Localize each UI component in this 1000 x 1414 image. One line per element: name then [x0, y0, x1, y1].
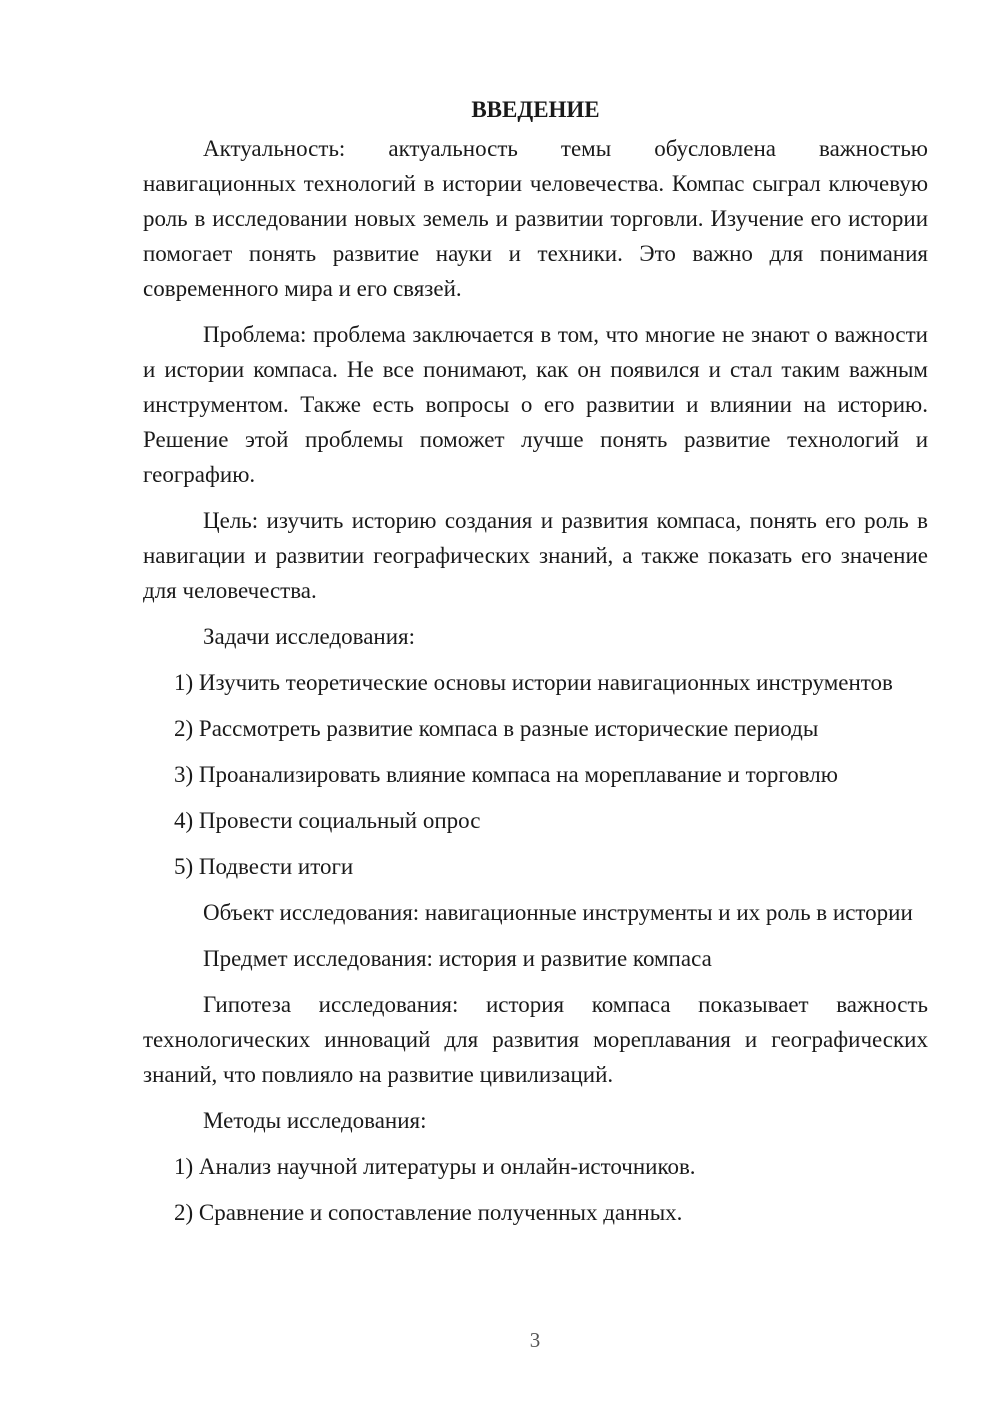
method-item-1: 1) Анализ научной литературы и онлайн-источников.	[174, 1154, 696, 1179]
subject-paragraph: Предмет исследования: история и развитие компаса	[203, 946, 712, 971]
problem-paragraph: Проблема: проблема заключается в том, что многие не знают о важности и истории компаса. Не все понимают, как он появился и стал таким важным инструментом. Также есть вопросы о его развитии и влиянии на историю. Решение этой проблемы поможет лучше понять развитие технологий и географию.	[143, 322, 928, 487]
hypothesis-paragraph: Гипотеза исследования: история компаса показывает важность технологических инноваций для развития мореплавания и географических знаний, что повлияло на развитие цивилизаций.	[143, 992, 928, 1087]
task-item-4: 4) Провести социальный опрос	[174, 808, 481, 833]
object-paragraph: Объект исследования: навигационные инструменты и их роль в истории	[203, 900, 913, 925]
methods-heading: Методы исследования:	[203, 1108, 427, 1133]
method-item-2: 2) Сравнение и сопоставление полученных данных.	[174, 1200, 683, 1225]
relevance-paragraph: Актуальность: актуальность темы обусловлена важностью навигационных технологий в истории человечества. Компас сыграл ключевую роль в исследовании новых земель и развитии торговли. Изучение его истории помогает понять развитие науки и техники. Это важно для понимания современного мира и его связей.	[143, 136, 928, 301]
task-item-3: 3) Проанализировать влияние компаса на мореплавание и торговлю	[174, 762, 838, 787]
page-number: 3	[529, 1328, 541, 1352]
task-item-1: 1) Изучить теоретические основы истории навигационных инструментов	[174, 670, 893, 695]
document-page	[143, 92, 928, 1241]
task-item-5: 5) Подвести итоги	[174, 854, 354, 879]
task-item-2: 2) Рассмотреть развитие компаса в разные исторические периоды	[174, 716, 819, 741]
goal-paragraph: Цель: изучить историю создания и развития компаса, понять его роль в навигации и развитии географических знаний, а также показать его значение для человечества.	[143, 508, 928, 603]
tasks-heading: Задачи исследования:	[203, 624, 416, 649]
page-title: ВВЕДЕНИЕ	[471, 97, 600, 122]
